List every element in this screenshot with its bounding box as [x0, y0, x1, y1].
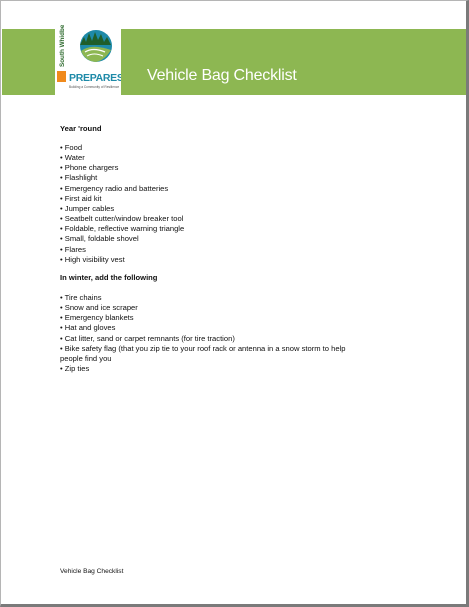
list-item: • First aid kit [60, 193, 102, 203]
page-title: Vehicle Bag Checklist [147, 67, 297, 84]
logo-graphic [55, 25, 121, 97]
year-round-list [60, 143, 350, 265]
list-item: • Hat and gloves [60, 323, 116, 333]
section-heading-winter: In winter, add the following [60, 273, 158, 282]
list-item: • Bike safety flag (that you zip tie to your roof rack or antenna in a snow storm to help people find you [60, 343, 346, 363]
list-item: • Phone chargers [60, 163, 119, 173]
winter-list [60, 293, 350, 374]
list-item: • Small, foldable shovel [60, 234, 139, 244]
list-item: • Zip ties [60, 364, 90, 374]
list-item: • Seatbelt cutter/window breaker tool [60, 214, 184, 224]
list-item: • Tire chains [60, 293, 102, 302]
list-item: • Flares [60, 244, 86, 254]
list-item: • Flashlight [60, 173, 98, 183]
list-item: • Jumper cables [60, 203, 115, 213]
list-item: • Food [60, 143, 83, 152]
list-item: • Foldable, reflective warning triangle [60, 224, 185, 234]
list-item: • Water [60, 153, 85, 163]
south-whidbey-prepares-logo [55, 25, 121, 97]
list-item: • Emergency radio and batteries [60, 183, 169, 193]
list-item: • High visibility vest [60, 254, 125, 264]
svg-text:South Whidbey: South Whidbey [59, 25, 66, 67]
section-heading-year-round: Year 'round [60, 124, 102, 133]
footer-text: Vehicle Bag Checklist [60, 568, 124, 575]
list-item: • Cat litter, sand or carpet remnants (for tire traction) [60, 333, 235, 343]
svg-text:Building a Community of Resili: Building a Community of Resilience [69, 85, 120, 89]
list-item: • Snow and ice scraper [60, 303, 138, 313]
list-item: • Emergency blankets [60, 313, 134, 323]
svg-text:PREPARES: PREPARES [69, 72, 121, 84]
